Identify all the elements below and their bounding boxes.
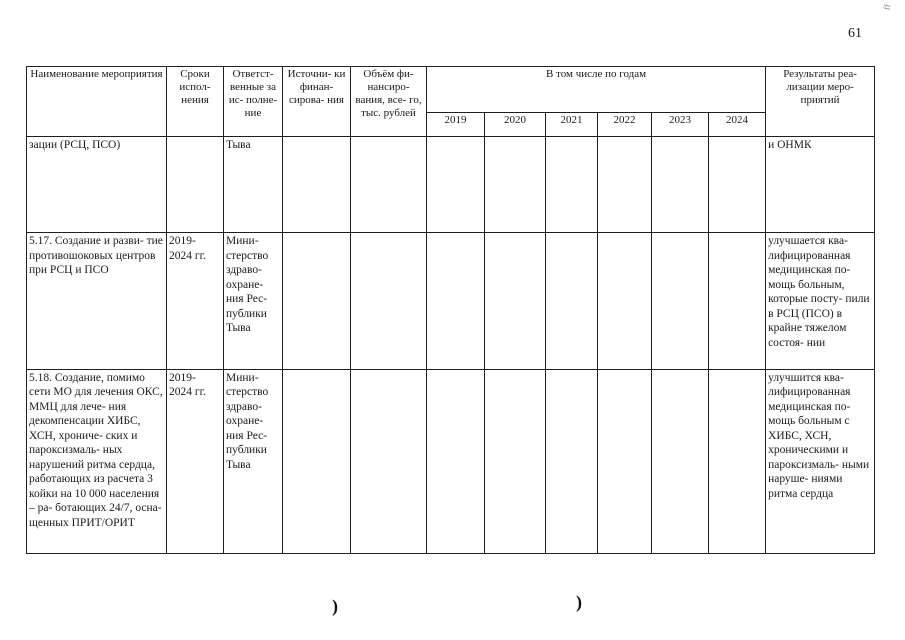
- activity-plan-table: [26, 66, 875, 554]
- activity-volume: [351, 369, 427, 553]
- header-sources: Источни- ки финан- сирова- ния: [283, 67, 351, 137]
- activity-year-2024: [709, 369, 766, 553]
- stray-mark: ): [332, 596, 338, 616]
- header-by-years: В том числе по годам: [427, 67, 766, 113]
- header-row: [27, 67, 875, 113]
- header-year: 2024: [709, 113, 766, 137]
- activity-name: 5.18. Создание, помимо сети МО для лечения ОКС, ММЦ для лече- ния декомпенсации ХИБС, ХСН, хрониче- ских и пароксизмаль- ных нарушений ритма сердца, работающих из расчета 3 койки на 10 000 населения – ра- ботающих 24/7, осна- щенных ПРИТ/ОРИТ: [27, 369, 167, 553]
- activity-sources: [283, 233, 351, 369]
- activity-result: и ОНМК: [766, 137, 875, 233]
- activity-year-2024: [709, 233, 766, 369]
- activity-year-2021: [546, 369, 598, 553]
- header-year: 2021: [546, 113, 598, 137]
- activity-year-2019: [427, 137, 485, 233]
- table-row: [27, 137, 875, 233]
- activity-year-2023: [652, 369, 709, 553]
- header-year: 2023: [652, 113, 709, 137]
- activity-volume: [351, 137, 427, 233]
- activity-year-2022: [598, 233, 652, 369]
- stray-mark: ): [576, 592, 582, 612]
- activity-year-2019: [427, 233, 485, 369]
- activity-year-2020: [485, 233, 546, 369]
- header-results: Результаты реа- лизации меро- приятий: [766, 67, 875, 137]
- activity-year-2020: [485, 137, 546, 233]
- header-year: 2019: [427, 113, 485, 137]
- activity-year-2022: [598, 137, 652, 233]
- activity-sources: [283, 137, 351, 233]
- activity-year-2024: [709, 137, 766, 233]
- activity-year-2023: [652, 233, 709, 369]
- activity-year-2021: [546, 233, 598, 369]
- activity-year-2021: [546, 137, 598, 233]
- page-number: 61: [848, 26, 862, 41]
- activity-result: улучшится ква- лифицированная медицинская по- мощь больным с ХИБС, ХСН, хроническими и пароксизмаль- ными наруше- ниями ритма сердца: [766, 369, 875, 553]
- activity-deadline: 2019- 2024 гг.: [167, 369, 224, 553]
- header-responsible: Ответст- венные за ис- полне- ние: [224, 67, 283, 137]
- header-volume: Объём фи- нансиро- вания, все- го, тыс. рублей: [351, 67, 427, 137]
- activity-year-2019: [427, 369, 485, 553]
- table-row: [27, 369, 875, 553]
- activity-name: зации (РСЦ, ПСО): [27, 137, 167, 233]
- activity-deadline: 2019- 2024 гг.: [167, 233, 224, 369]
- activity-volume: [351, 233, 427, 369]
- table-row: [27, 233, 875, 369]
- activity-deadline: [167, 137, 224, 233]
- activity-responsible: Мини- стерство здраво- охране- ния Рес- публики Тыва: [224, 369, 283, 553]
- activity-result: улучшается ква- лифицированная медицинская по- мощь больным, которые посту- пили в РСЦ (ПСО) в крайне тяжелом состоя- нии: [766, 233, 875, 369]
- activity-responsible: Тыва: [224, 137, 283, 233]
- activity-sources: [283, 369, 351, 553]
- activity-name: 5.17. Создание и разви- тие противошоковых центров при РСЦ и ПСО: [27, 233, 167, 369]
- header-name: Наименование мероприятия: [27, 67, 167, 137]
- header-deadline: Сроки испол- нения: [167, 67, 224, 137]
- activity-year-2022: [598, 369, 652, 553]
- header-year: 2022: [598, 113, 652, 137]
- activity-responsible: Мини- стерство здраво- охране- ния Рес- публики Тыва: [224, 233, 283, 369]
- activity-year-2023: [652, 137, 709, 233]
- activity-year-2020: [485, 369, 546, 553]
- header-year: 2020: [485, 113, 546, 137]
- corner-handwritten-mark: ff: [881, 3, 893, 11]
